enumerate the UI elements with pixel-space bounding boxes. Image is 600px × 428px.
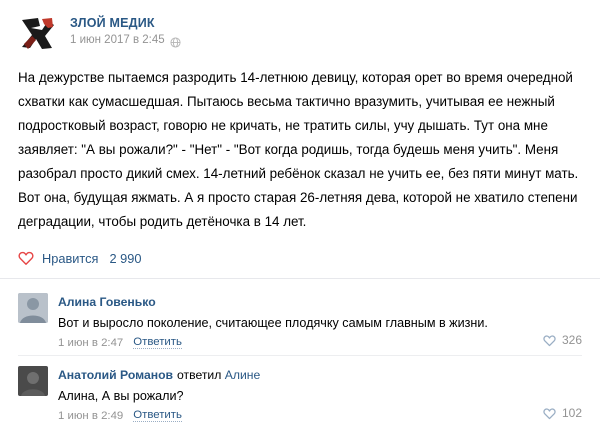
like-count: 2 990 <box>109 250 142 266</box>
author-avatar[interactable] <box>18 14 58 54</box>
comment-reply-button[interactable]: Ответить <box>133 336 182 348</box>
post-text <box>0 60 600 234</box>
comment-author[interactable]: Анатолий Романов <box>58 368 174 382</box>
comment-text: Алина, А вы рожали? <box>58 389 184 403</box>
post-meta <box>70 33 181 47</box>
comment-like[interactable] <box>543 333 582 347</box>
comment-reply-target <box>177 368 260 382</box>
avatar[interactable] <box>18 366 48 396</box>
like-button-label[interactable]: Нравится <box>42 250 99 266</box>
comment-meta <box>58 409 582 422</box>
comment-like[interactable] <box>543 406 582 420</box>
author-name[interactable]: ЗЛОЙ МЕДИК <box>70 16 155 30</box>
comment-like-count: 102 <box>561 406 582 420</box>
comment-date[interactable]: 1 июн в 2:49 <box>58 409 124 422</box>
comment-body <box>58 293 582 349</box>
avatar[interactable] <box>18 293 48 323</box>
comment-text: Вот и выросло поколение, считающее плодячку самым главным в жизни. <box>58 316 488 330</box>
heart-icon[interactable] <box>543 334 556 347</box>
comment-reply-button[interactable]: Ответить <box>133 409 182 421</box>
comment-author[interactable]: Алина Говенько <box>58 295 156 309</box>
avatar-image <box>18 14 58 54</box>
post-text-content: На дежурстве пытаемся разродить 14-летнюю девицу, которая орет во время очередной схватки как сумасшедшая. Пытаюсь весьма тактично вразумить, учитывая ее нежный подростковый возраст, говорю не кричать, не тратить силы, учу дышать. Тут она мне заявляет: "А вы рожали?" - "Нет" - "Вот когда родишь, тогда будешь меня учить". Меня разобрал просто дикий смех. 14-летний ребёнок сказал не учить ее, без пяти минут мать. Вот она, будущая яжмать. А я просто старая 26-летняя дева, которой не хватило степени деградации, чтобы родить детёночка в 14 лет. <box>18 70 579 229</box>
comment-meta <box>58 336 582 349</box>
comment-like-count: 326 <box>561 333 582 347</box>
globe-icon <box>170 35 181 46</box>
comment-body <box>58 366 582 422</box>
post-header <box>0 0 600 60</box>
comments-list <box>0 279 600 428</box>
post-actions <box>0 234 600 278</box>
comment-date[interactable]: 1 июн в 2:47 <box>58 336 124 349</box>
reply-prefix: ответил <box>177 368 222 382</box>
comment-item <box>18 283 582 355</box>
reply-target-name[interactable]: Алине <box>224 368 261 382</box>
post-date[interactable]: 1 июн 2017 в 2:45 <box>70 34 165 46</box>
heart-icon[interactable] <box>18 250 34 266</box>
heart-icon[interactable] <box>543 407 556 420</box>
author-block <box>70 14 181 47</box>
comment-item <box>18 355 582 428</box>
